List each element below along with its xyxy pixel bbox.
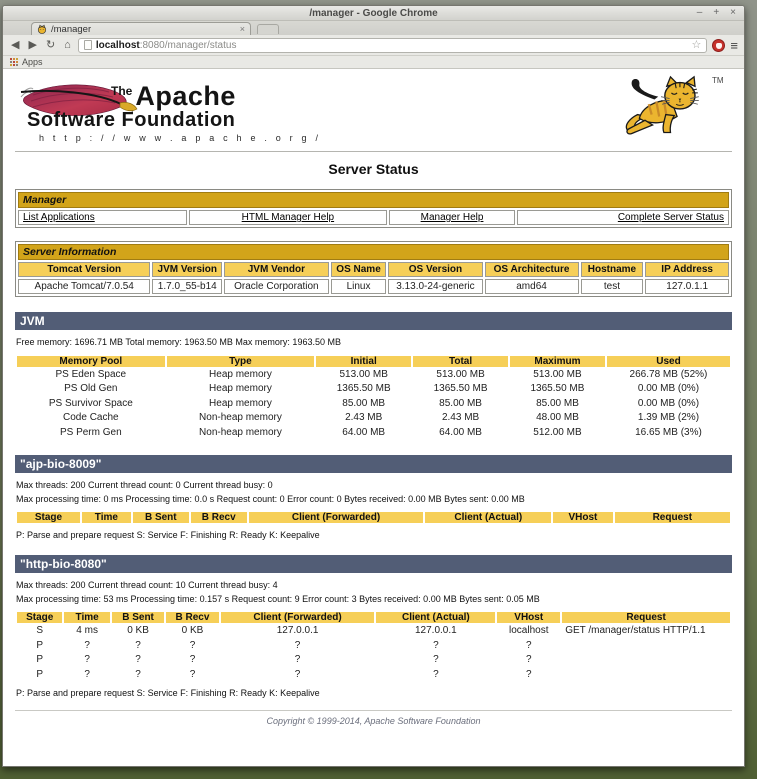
os-version-value: 3.13.0-24-generic — [388, 279, 482, 294]
minimize-icon[interactable]: – — [696, 7, 703, 18]
tab-manager[interactable] — [31, 22, 251, 35]
col-time: Time — [64, 612, 109, 623]
http-processing-stats: Max processing time: 53 ms Processing time: 0.157 s Request count: 9 Error count: 3 Bytes received: 0.00 MB Bytes sent: 0.05 MB — [16, 593, 540, 604]
hostname-value: test — [581, 279, 644, 294]
cell: PS Survivor Space — [48, 397, 133, 409]
request-row — [17, 668, 730, 682]
cell: ? — [189, 639, 196, 651]
cell: 127.0.0.1 — [276, 625, 319, 636]
cell: 512.00 MB — [533, 426, 582, 438]
footer-divider — [15, 710, 732, 711]
cell: Code Cache — [63, 412, 119, 423]
cell: P — [36, 668, 44, 680]
ajp-processing-stats: Max processing time: 0 ms Processing time: 0.0 s Request count: 0 Error count: 0 Bytes received: 0.00 MB Bytes sent: 0.00 MB — [16, 493, 525, 504]
table-row — [17, 397, 730, 411]
col-vhost: VHost — [497, 612, 560, 623]
col-hostname: Hostname — [581, 262, 644, 277]
request-row — [17, 624, 730, 638]
cell — [562, 668, 730, 682]
col-jvm-version: JVM Version — [152, 262, 222, 277]
cell: ? — [84, 639, 90, 651]
col-jvm-vendor: JVM Vendor — [224, 262, 329, 277]
ajp-section-header: "ajp-bio-8009" — [15, 455, 732, 473]
cell: ? — [433, 639, 439, 651]
forward-icon[interactable]: ▶ — [28, 38, 37, 51]
cell: Non-heap memory — [199, 412, 282, 423]
apps-grid-icon — [10, 58, 18, 66]
col-client-forwarded: Client (Forwarded) — [221, 612, 375, 623]
cell: PS Old Gen — [64, 383, 118, 394]
ajp-thread-stats: Max threads: 200 Current thread count: 0 Current thread busy: 0 — [16, 480, 273, 490]
cell: 2.43 MB — [345, 412, 383, 423]
maximize-icon[interactable]: + — [713, 7, 720, 18]
cell — [562, 653, 730, 667]
cell: 0.00 MB (0%) — [637, 397, 700, 409]
table-row — [17, 411, 730, 425]
cell: ? — [433, 668, 439, 680]
cell: Heap memory — [209, 368, 272, 380]
cell: 513.00 MB — [436, 368, 485, 380]
col-ip-address: IP Address — [645, 262, 729, 277]
logo-apache: Apache — [135, 81, 236, 111]
cell: ? — [189, 654, 196, 665]
col-request: Request — [615, 512, 730, 523]
url-bar[interactable] — [78, 38, 708, 53]
col-maximum: Maximum — [510, 356, 605, 367]
link-complete-server-status[interactable]: Complete Server Status — [617, 212, 724, 223]
http-section-header: "http-bio-8080" — [15, 555, 732, 573]
copyright-notice: Copyright © 1999-2014, Apache Software Foundation — [266, 716, 481, 726]
http-stage-legend: P: Parse and prepare request S: Service F: Finishing R: Ready K: Keepalive — [16, 688, 320, 698]
bookmark-star-icon[interactable]: ☆ — [691, 38, 702, 51]
url-path: :8080/manager/status — [139, 39, 237, 51]
cell — [562, 639, 730, 653]
apps-bookmark[interactable]: Apps — [22, 57, 43, 67]
col-client-forwarded: Client (Forwarded) — [249, 512, 424, 523]
cell: 85.00 MB — [439, 397, 482, 409]
manager-table — [15, 189, 732, 228]
col-os-name: OS Name — [331, 262, 387, 277]
request-row — [17, 653, 730, 667]
close-icon[interactable]: × — [730, 7, 736, 18]
cell: Heap memory — [209, 397, 272, 409]
adblock-extension-icon[interactable] — [712, 39, 725, 52]
cell: 1365.50 MB — [336, 383, 391, 394]
cell: ? — [135, 668, 141, 680]
http-request-table — [15, 611, 732, 682]
col-b-sent: B Sent — [112, 612, 164, 623]
tab-title: /manager — [51, 23, 92, 35]
cell: ? — [135, 654, 141, 665]
page-header — [15, 75, 732, 147]
page-icon — [84, 40, 92, 50]
col-tomcat-version: Tomcat Version — [18, 262, 150, 277]
cell: Non-heap memory — [199, 426, 282, 438]
jvm-memory-stats: Free memory: 1696.71 MB Total memory: 1963.50 MB Max memory: 1963.50 MB — [16, 337, 341, 347]
cell: ? — [189, 668, 196, 680]
window-titlebar — [3, 6, 744, 21]
cell: 4 ms — [76, 625, 98, 636]
os-name-value: Linux — [331, 279, 387, 294]
request-row — [17, 639, 730, 653]
col-initial: Initial — [316, 356, 411, 367]
cell: ? — [294, 654, 301, 665]
logo-the: The — [111, 84, 133, 98]
os-architecture-value: amd64 — [485, 279, 579, 294]
url-text[interactable] — [96, 40, 688, 51]
url-host: localhost — [95, 39, 140, 51]
col-used: Used — [607, 356, 730, 367]
cell: 513.00 MB — [533, 368, 582, 380]
col-os-architecture: OS Architecture — [485, 262, 579, 277]
cell: ? — [135, 639, 141, 651]
cell: 16.65 MB (3%) — [635, 426, 702, 438]
col-b-recv: B Recv — [191, 512, 247, 523]
cell: ? — [525, 668, 532, 680]
jvm-vendor-value: Oracle Corporation — [224, 279, 329, 294]
col-client-actual: Client (Actual) — [425, 512, 551, 523]
cell: ? — [525, 639, 532, 651]
col-memory-pool: Memory Pool — [17, 356, 165, 367]
jvm-version-value: 1.7.0_55-b14 — [152, 279, 222, 294]
ajp-stage-legend: P: Parse and prepare request S: Service F: Finishing R: Ready K: Keepalive — [16, 530, 320, 540]
col-b-sent: B Sent — [133, 512, 189, 523]
col-stage: Stage — [17, 612, 62, 623]
cell: ? — [525, 654, 532, 665]
cell: 64.00 MB — [342, 426, 386, 438]
cell: PS Eden Space — [55, 368, 127, 380]
cell: 0 KB — [127, 625, 149, 636]
cell: ? — [84, 668, 90, 680]
menu-icon[interactable]: ≡ — [730, 37, 738, 53]
col-time: Time — [82, 512, 131, 523]
home-icon[interactable]: ⌂ — [64, 38, 71, 51]
table-row — [17, 368, 730, 382]
cell: localhost — [509, 625, 549, 636]
cell: ? — [84, 654, 90, 665]
cell: 0 KB — [181, 625, 204, 636]
logo-software-foundation: Software Foundation — [27, 109, 236, 131]
cell: 85.00 MB — [536, 397, 579, 409]
col-stage: Stage — [17, 512, 80, 523]
logo-url: h t t p : / / w w w . a p a c h e . o r g / — [39, 133, 322, 143]
cell: P — [36, 654, 44, 665]
bookmarks-bar — [3, 56, 744, 69]
col-b-recv: B Recv — [166, 612, 218, 623]
apache-logo — [15, 75, 355, 147]
window-controls — [697, 6, 736, 20]
link-html-manager-help[interactable]: HTML Manager Help — [241, 212, 335, 223]
cell: S — [36, 625, 44, 636]
cell: Heap memory — [209, 383, 272, 394]
server-info-section-title: Server Information — [18, 244, 729, 260]
cell: PS Perm Gen — [59, 426, 122, 438]
ajp-request-table — [15, 511, 732, 524]
server-info-row — [18, 279, 729, 294]
tomcat-cat-icon — [616, 75, 708, 141]
cell: ? — [433, 654, 439, 665]
col-os-version: OS Version — [388, 262, 482, 277]
browser-toolbar — [3, 35, 744, 56]
cell: 266.78 MB (52%) — [629, 368, 708, 380]
cell: GET /manager/status HTTP/1.1 — [565, 625, 706, 636]
server-info-table — [15, 241, 732, 297]
cell: ? — [294, 668, 301, 680]
col-type: Type — [167, 356, 315, 367]
cell: 0.00 MB (0%) — [637, 383, 700, 394]
new-tab-button[interactable] — [257, 24, 279, 34]
back-icon[interactable]: ◀ — [11, 38, 20, 51]
tomcat-logo — [616, 75, 726, 146]
jvm-memory-table — [15, 355, 732, 441]
reload-icon[interactable]: ↻ — [45, 38, 56, 51]
tomcat-version-value: Apache Tomcat/7.0.54 — [18, 279, 150, 294]
col-request: Request — [562, 612, 730, 623]
svg-text:TM: TM — [712, 76, 724, 85]
cell: 127.0.0.1 — [415, 625, 457, 636]
ajp-stats — [16, 479, 732, 506]
col-client-actual: Client (Actual) — [376, 612, 495, 623]
cell: 48.00 MB — [536, 412, 579, 423]
http-thread-stats: Max threads: 200 Current thread count: 10 Current thread busy: 4 — [16, 580, 278, 590]
header-divider — [15, 151, 732, 152]
cell: 1365.50 MB — [433, 383, 488, 394]
page-title: Server Status — [328, 161, 419, 177]
http-stats — [16, 579, 732, 606]
apache-logo-text — [15, 75, 355, 143]
window-title: /manager - Google Chrome — [309, 7, 438, 19]
tab-close-icon[interactable]: × — [239, 24, 245, 34]
ip-address-value: 127.0.1.1 — [645, 279, 729, 294]
jvm-section-header: JVM — [15, 312, 732, 330]
cell: 64.00 MB — [439, 426, 482, 438]
cell: 1365.50 MB — [530, 383, 585, 394]
cell: 85.00 MB — [342, 397, 386, 409]
tm-mark — [712, 75, 726, 85]
cell: ? — [294, 639, 301, 651]
link-manager-help[interactable]: Manager Help — [420, 212, 484, 223]
link-list-applications[interactable]: List Applications — [23, 212, 95, 223]
tab-strip — [3, 21, 744, 35]
cell: 1.39 MB (2%) — [637, 412, 700, 423]
cell: P — [36, 639, 44, 651]
tomcat-favicon — [37, 24, 47, 34]
cell: 2.43 MB — [441, 412, 480, 423]
page-viewport — [3, 69, 744, 766]
cell: 513.00 MB — [339, 368, 388, 380]
col-total: Total — [413, 356, 508, 367]
table-row — [17, 426, 730, 440]
chrome-window — [2, 5, 745, 767]
table-row — [17, 382, 730, 396]
manager-section-title: Manager — [18, 192, 729, 208]
col-vhost: VHost — [553, 512, 612, 523]
